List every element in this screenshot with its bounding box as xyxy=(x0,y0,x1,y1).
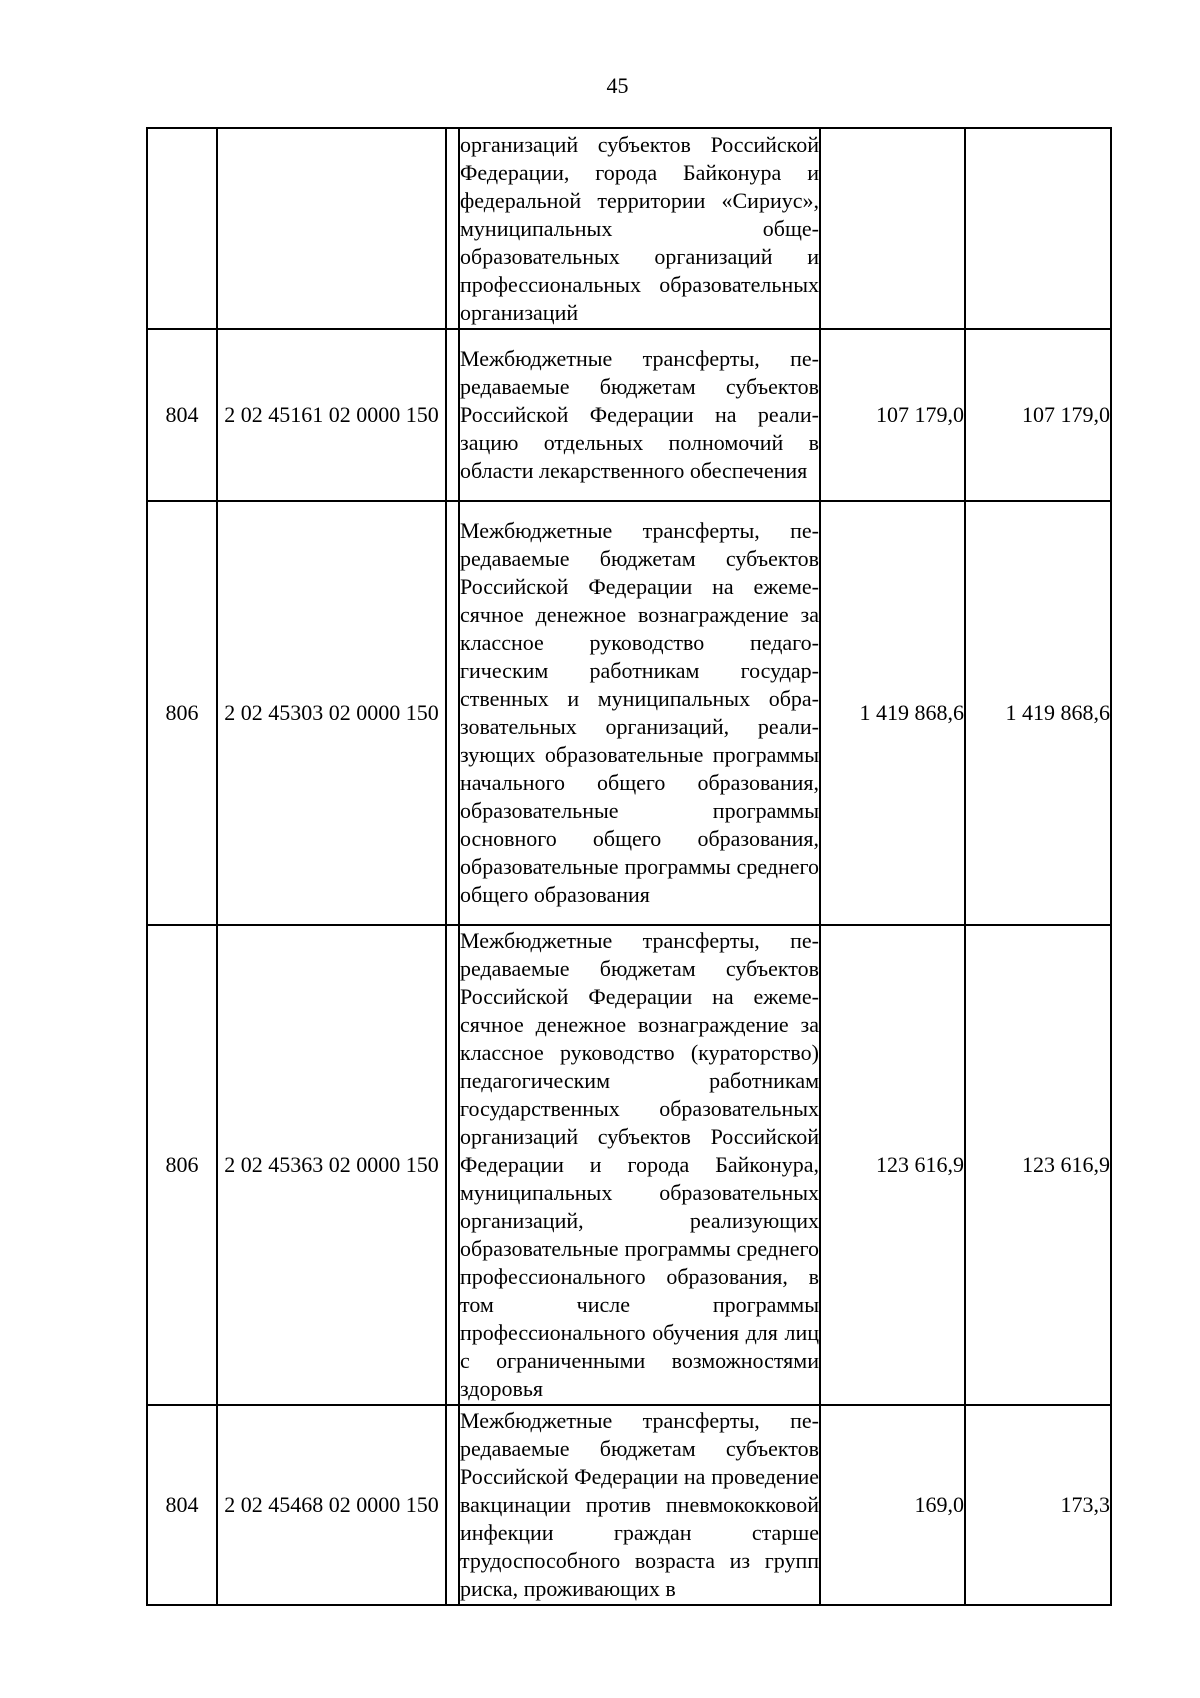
amount-cell-2: 1 419 868,6 xyxy=(965,501,1111,925)
table-row xyxy=(147,925,1111,1405)
name-cell-indent xyxy=(446,329,459,501)
revenue-name-cell: Межбюджетные трансферты, передаваемые бюджетам субъектов Российской Федерации на проведение вакцинации против пневмококковой инфекции граждан старше трудоспособного возраста из групп риска, проживающих в xyxy=(459,1405,820,1605)
admin-code-cell: 806 xyxy=(147,501,217,925)
budget-table xyxy=(146,127,1112,1606)
amount-cell-1: 107 179,0 xyxy=(820,329,965,501)
amount-cell-1: 169,0 xyxy=(820,1405,965,1605)
revenue-name-cell: Межбюджетные трансферты, передаваемые бюджетам субъектов Российской Федерации на реализацию отдельных полномочий в области лекарственного обеспечения xyxy=(459,329,820,501)
admin-code-cell: 804 xyxy=(147,329,217,501)
name-cell-indent xyxy=(446,925,459,1405)
table-row xyxy=(147,128,1111,329)
amount-cell-2 xyxy=(965,128,1111,329)
revenue-name-cell: Межбюджетные трансферты, передаваемые бюджетам субъектов Российской Федерации на ежемесячное денежное вознаграждение за классное руководство (кураторство) педагогическим работникам государственных образовательных организаций субъектов Российской Федерации и города Байконура, муниципальных образовательных организаций, реализующих образовательные программы среднего профессионального образования, в том числе программы профессионального обучения для лиц с ограниченными возможностями здоровья xyxy=(459,925,820,1405)
table-row xyxy=(147,329,1111,501)
name-cell-indent xyxy=(446,1405,459,1605)
name-cell-indent xyxy=(446,501,459,925)
budget-classification-code-cell xyxy=(217,128,446,329)
amount-cell-1 xyxy=(820,128,965,329)
admin-code-cell: 804 xyxy=(147,1405,217,1605)
amount-cell-2: 123 616,9 xyxy=(965,925,1111,1405)
amount-cell-1: 123 616,9 xyxy=(820,925,965,1405)
amount-cell-2: 107 179,0 xyxy=(965,329,1111,501)
name-cell-indent xyxy=(446,128,459,329)
table-row xyxy=(147,1405,1111,1605)
admin-code-cell: 806 xyxy=(147,925,217,1405)
revenue-name-cell: организаций субъектов Российской Федерации, города Байконура и федеральной территории «Сириус», муниципальных общеобразовательных организаций и профессиональных образовательных организаций xyxy=(459,128,820,329)
amount-cell-1: 1 419 868,6 xyxy=(820,501,965,925)
budget-classification-code-cell: 2 02 45363 02 0000 150 xyxy=(217,925,446,1405)
table-row xyxy=(147,501,1111,925)
budget-classification-code-cell: 2 02 45161 02 0000 150 xyxy=(217,329,446,501)
budget-classification-code-cell: 2 02 45303 02 0000 150 xyxy=(217,501,446,925)
budget-classification-code-cell: 2 02 45468 02 0000 150 xyxy=(217,1405,446,1605)
admin-code-cell xyxy=(147,128,217,329)
page-number: 45 xyxy=(606,73,629,98)
revenue-name-cell: Межбюджетные трансферты, передаваемые бюджетам субъектов Российской Федерации на ежемесячное денежное вознаграждение за классное руководство педагогическим работникам государственных и муниципальных образовательных организаций, реализующих образовательные программы начального общего образования, образовательные программы основного общего образования, образовательные программы среднего общего образования xyxy=(459,501,820,925)
amount-cell-2: 173,3 xyxy=(965,1405,1111,1605)
